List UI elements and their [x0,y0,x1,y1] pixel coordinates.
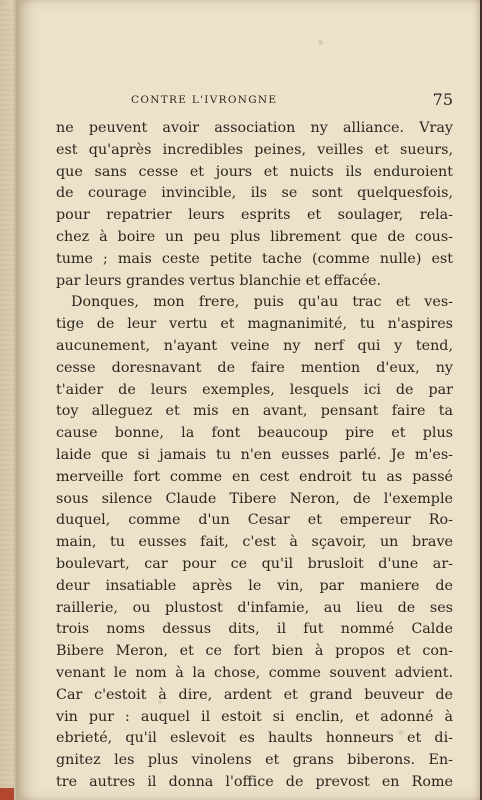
text-line: ebrieté, qu'il eslevoit es haults honneurs et di- [56,730,453,747]
text-line: sous silence Claude Tibere Neron, de l'exemple [56,490,453,507]
text-line: merveille fort comme en cest endroit tu as passé [56,468,453,485]
text-line: raillerie, ou plustost d'infamie, au lieu de ses [56,599,453,616]
text-line: aucunement, n'ayant veine ny nerf qui y tend, [56,337,453,354]
text-line: est qu'après incredibles peines, veilles et sueurs, [56,141,453,158]
book-page [18,0,480,800]
text-line: vin pur : auquel il estoit si enclin, et adonné à [56,708,453,725]
text-line: que sans cesse et jours et nuicts ils enduroient [56,163,453,180]
text-line: deur insatiable après le vin, par maniere de [56,577,453,594]
text-line: Bibere Meron, et ce fort bien à propos et con- [56,643,453,660]
text-line: Car c'estoit à dire, ardent et grand beuveur de [56,686,453,703]
text-line: cesse doresnavant de faire mention d'eux, ny [56,359,453,376]
text-line: par leurs grandes vertus blanchie et effacée. [56,272,382,289]
page-stack-edge [0,6,14,794]
text-line: toy alleguez et mis en avant, pensant faire ta [56,403,453,420]
text-line: de courage invincible, ils se sont quelquesfois, [56,185,453,202]
text-line: tige de leur vertu et magnanimité, tu n'aspires [56,316,453,333]
page-number: 75 [432,90,453,109]
text-line: cause bonne, la font beaucoup pire et plus [56,425,453,442]
text-line: venant le nom à la chose, comme souvent advient. [56,664,453,681]
running-title: CONTRE L'IVRONGNE [131,94,278,106]
text-line: chez à boire un peu plus librement que de cous- [56,228,453,245]
text-line: trois noms dessus dits, il fut nommé Calde [56,621,453,638]
text-line: tre autres il donna l'office de prevost en Rome [56,773,453,790]
text-line: duquel, comme d'un Cesar et empereur Ro- [56,512,453,529]
text-line: Donques, mon frere, puis qu'au trac et ves- [71,294,453,311]
text-line: gnitez les plus vinolens et grans biberons. En- [56,752,453,769]
text-line: ne peuvent avoir association ny alliance. Vray [56,120,453,136]
text-line: laide que si jamais tu n'en eusses parlé. Je m'es- [56,446,453,463]
foxing-spot [318,40,323,45]
text-line: pour repatrier leurs esprits et soulager, rela- [56,207,453,224]
ribbon-marker [0,788,14,800]
text-line: boulevart, car pour ce qu'il brusloit d'une ar- [56,555,453,572]
text-line: tume ; mais ceste petite tache (comme nulle) est [56,250,453,267]
page-header [131,91,453,113]
previous-page-edge [0,0,20,800]
text-line: t'aider de leurs exemples, lesquels ici de par [56,381,453,398]
body-text [56,118,453,794]
text-line: main, tu eusses fait, c'est à sçavoir, un brave [56,534,453,551]
